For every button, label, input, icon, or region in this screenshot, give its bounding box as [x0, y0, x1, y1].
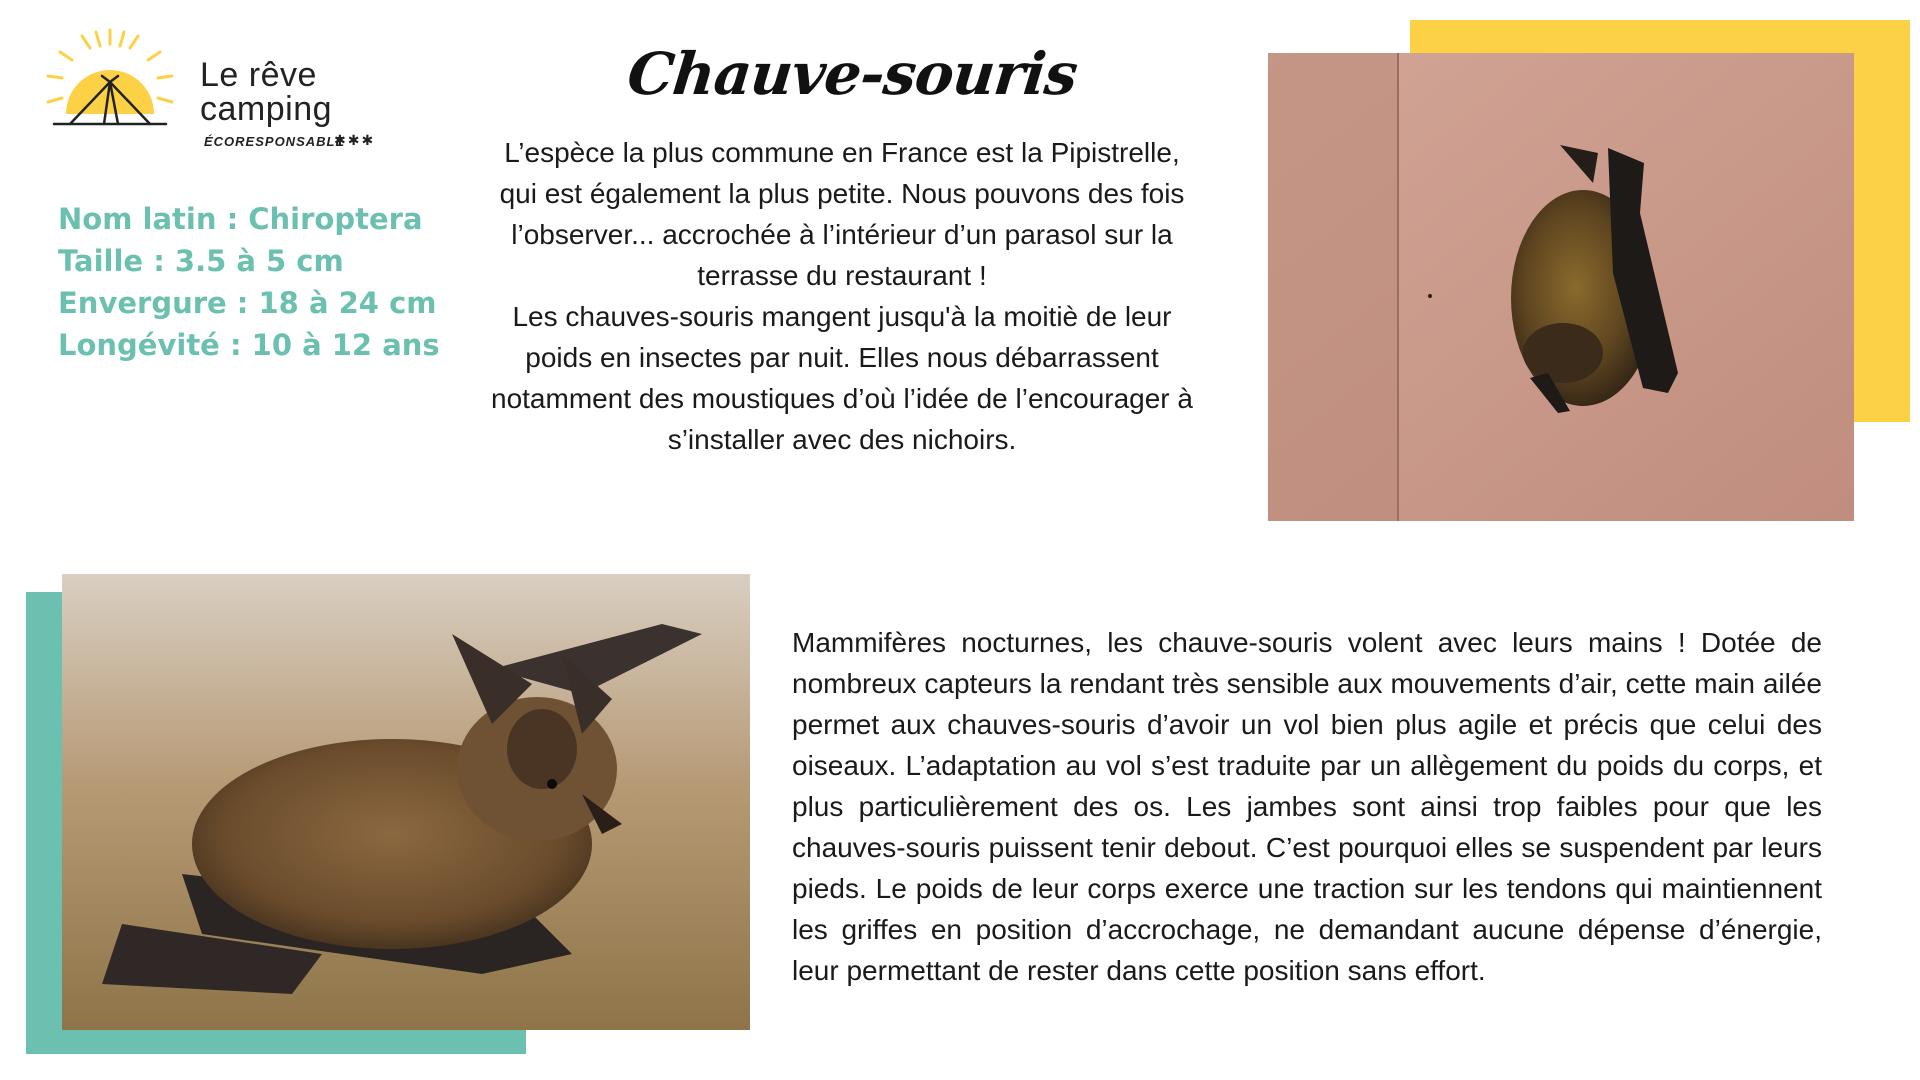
page-title: Chauve-souris	[624, 40, 1081, 108]
sun-tent-logo-icon	[40, 28, 190, 133]
fact-wingspan: Envergure : 18 à 24 cm	[58, 286, 437, 320]
brand-logo	[40, 28, 376, 149]
intro-paragraph-1: L’espèce la plus commune en France est la Pipistrelle, qui est également la plus petite. Nous pouvons des fois l’observer... accrochée à l’intérieur d’un parasol sur la terrasse du restaurant !	[499, 137, 1185, 291]
logo-tagline: ÉCORESPONSABLE	[204, 134, 346, 149]
fact-longevity: Longévité : 10 à 12 ans	[58, 328, 440, 362]
species-facts	[58, 198, 440, 366]
logo-text-line1: Le rêve	[200, 56, 317, 94]
intro-paragraph-2: Les chauves-souris mangent jusqu'à la moitiè de leur poids en insectes par nuit. Elles nous débarrassent notamment des moustiques d’où l’idée de l’encourager à s’installer avec des nichoirs.	[491, 301, 1193, 455]
bat-on-parasol-photo	[1268, 53, 1854, 521]
logo-text-line2: camping	[200, 90, 333, 128]
bat-on-rock-photo	[62, 574, 750, 1030]
fact-size: Taille : 3.5 à 5 cm	[58, 244, 344, 278]
body-paragraph: Mammifères nocturnes, les chauve-souris volent avec leurs mains ! Dotée de nombreux capteurs la rendant très sensible aux mouvements d’air, cette main ailée permet aux chauves-souris d’avoir un vol bien plus agile et précis que celui des oiseaux. L’adaptation au vol s’est traduite par un allègement du poids du corps, et plus particulièrement des os. Les jambes sont ainsi trop faibles pour que les chauves-souris puissent tenir debout. C’est pourquoi elles se suspendent par leurs pieds. Le poids de leur corps exerce une traction sur les tendons qui maintiennent les griffes en position d’accrochage, ne demandant aucune dépense d’énergie, leur permettant de rester dans cette position sans effort.	[792, 627, 1822, 986]
fact-latin-name: Nom latin : Chiroptera	[58, 202, 423, 236]
intro-text	[482, 132, 1202, 460]
logo-stars: ✱✱✱	[334, 132, 376, 148]
